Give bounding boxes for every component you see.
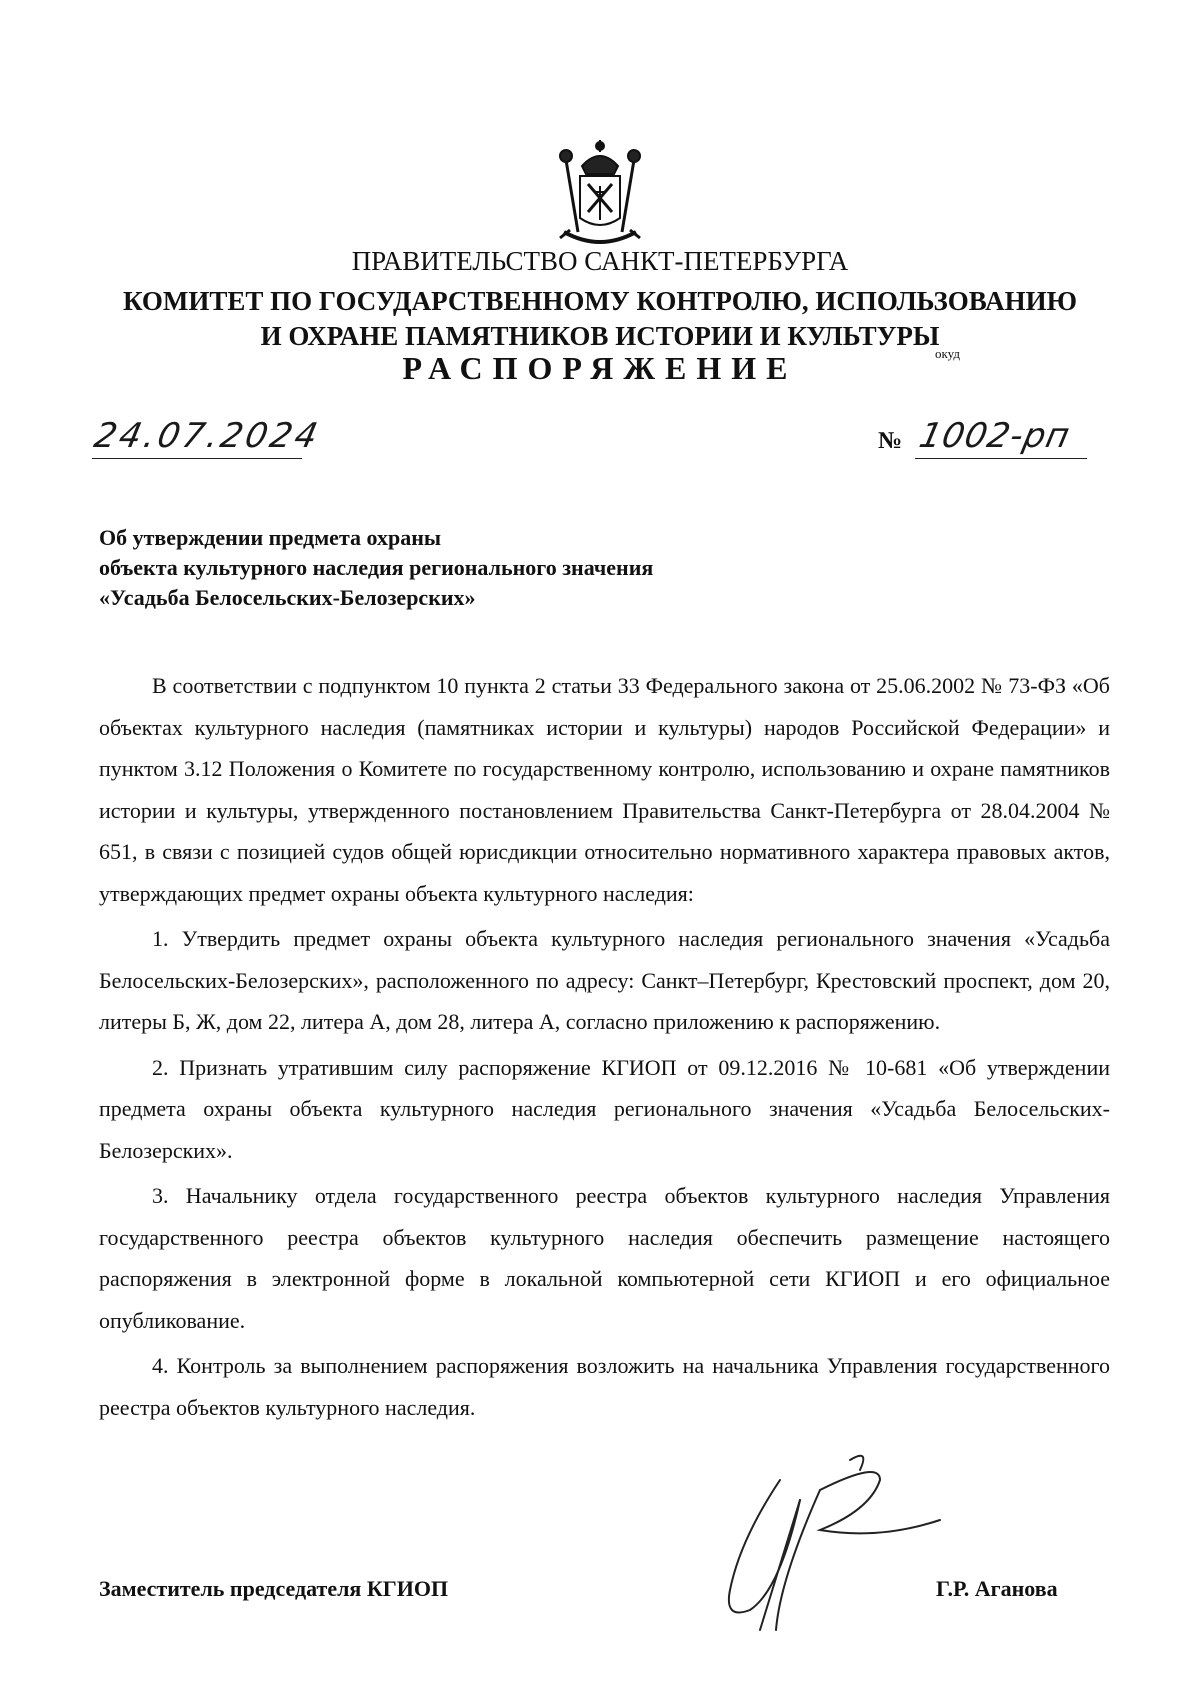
committee-name-line2: И ОХРАНЕ ПАМЯТНИКОВ ИСТОРИИ И КУЛЬТУРЫ [260, 321, 940, 351]
item-4-paragraph: 4. Контроль за выполнением распоряжения возложить на начальника Управления государственного реестра объектов культурного наследия. [99, 1353, 1110, 1420]
subject-line2: объекта культурного наследия регионального значения [99, 555, 654, 580]
okud-label: окуд [935, 346, 960, 361]
coat-of-arms-emblem [552, 136, 648, 254]
handwritten-signature [720, 1440, 960, 1640]
subject-line1: Об утверждении предмета охраны [99, 525, 442, 550]
government-name: ПРАВИТЕЛЬСТВО САНКТ-ПЕТЕРБУРГА [351, 246, 849, 276]
committee-name-line1: КОМИТЕТ ПО ГОСУДАРСТВЕННОМУ КОНТРОЛЮ, ИСПОЛЬЗОВАНИЮ [123, 286, 1077, 316]
preamble-paragraph: В соответствии с подпунктом 10 пункта 2 статьи 33 Федерального закона от 25.06.2002 № 73-ФЗ «Об объектах культурного наследия (памятниках истории и культуры) народов Российской Федерации» и пунктом 3.12 Положения о Комитете по государственному контролю, использованию и охране памятников истории и культуры, утвержденного постановлением Правительства Санкт-Петербурга от 28.04.2004 № 651, в связи с позицией судов общей юрисдикции относительно нормативного характера правовых актов, утверждающих предмет охраны объекта культурного наследия: [99, 673, 1110, 906]
subject-line3: «Усадьба Белосельских-Белозерских» [99, 585, 476, 610]
document-subject [99, 523, 899, 613]
number-label: № [878, 428, 903, 454]
number-underline [915, 458, 1087, 459]
item-1-paragraph: 1. Утвердить предмет охраны объекта культурного наследия регионального значения «Усадьба Белосельских-Белозерских», расположенного по адресу: Санкт–Петербург, Крестовский проспект, дом 20, литеры Б, Ж, дом 22, литера А, дом 28, литера А, согласно приложению к распоряжению. [99, 926, 1110, 1034]
signatory-name: Г.Р. Аганова [936, 1576, 1058, 1601]
signatory-position: Заместитель председателя КГИОП [99, 1576, 449, 1601]
handwritten-document-number: 1002-рп [915, 416, 1074, 456]
date-underline [92, 458, 302, 459]
item-3-paragraph: 3. Начальнику отдела государственного реестра объектов культурного наследия Управления государственного реестра объектов культурного наследия обеспечить размещение настоящего распоряжения в электронной форме в локальной компьютерной сети КГИОП и его официальное опубликование. [99, 1183, 1110, 1333]
document-type-title: РАСПОРЯЖЕНИЕ [402, 350, 798, 386]
committee-name [0, 284, 1200, 354]
handwritten-date: 24.07.2024 [90, 416, 324, 456]
document-body [99, 665, 1110, 1428]
item-2-paragraph: 2. Признать утратившим силу распоряжение КГИОП от 09.12.2016 № 10-681 «Об утверждении предмета охраны объекта культурного наследия регионального значения «Усадьба Белосельских-Белозерских». [99, 1054, 1110, 1163]
